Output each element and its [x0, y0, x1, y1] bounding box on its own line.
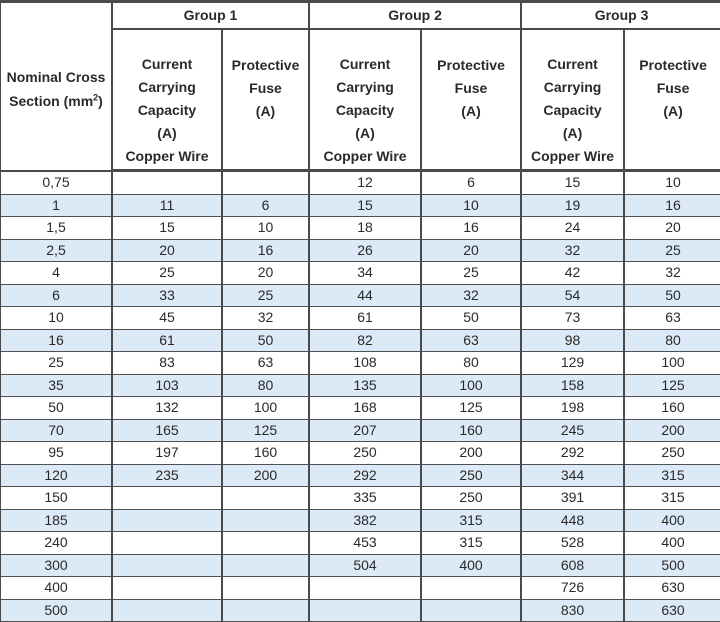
group-2-capacity-cell: 292 [309, 464, 421, 487]
group-1-capacity-cell: 20 [112, 239, 222, 262]
group-3-fuse-cell: 500 [624, 554, 720, 577]
cross-section-cell: 185 [0, 509, 112, 532]
cross-section-cell: 0,75 [0, 171, 112, 195]
group-1-fuse-cell: 160 [222, 442, 309, 465]
group-3-capacity-cell: 830 [521, 599, 624, 622]
group-2-capacity-header: Current Carrying Capacity (A) Copper Wire [309, 29, 421, 171]
table-row [0, 329, 720, 352]
group-2-fuse-cell [421, 599, 521, 622]
group-1-fuse-cell: 10 [222, 217, 309, 240]
table-row [0, 284, 720, 307]
group-3-fuse-cell: 630 [624, 577, 720, 600]
table-row [0, 217, 720, 240]
table-row [0, 442, 720, 465]
group-1-capacity-cell: 83 [112, 352, 222, 375]
group-3-capacity-cell: 198 [521, 397, 624, 420]
table-row [0, 239, 720, 262]
group-3-capacity-cell: 344 [521, 464, 624, 487]
cross-section-cell: 10 [0, 307, 112, 330]
group-2-fuse-cell: 100 [421, 374, 521, 397]
group-2-capacity-cell: 168 [309, 397, 421, 420]
group-3-fuse-cell: 32 [624, 262, 720, 285]
group-3-capacity-cell: 19 [521, 194, 624, 217]
group-2-capacity-cell: 453 [309, 532, 421, 555]
group-2-capacity-cell: 504 [309, 554, 421, 577]
table-row [0, 509, 720, 532]
group-3-fuse-cell: 100 [624, 352, 720, 375]
group-2-capacity-cell: 382 [309, 509, 421, 532]
group-1-capacity-cell [112, 509, 222, 532]
group-1-capacity-cell [112, 554, 222, 577]
cross-section-cell: 95 [0, 442, 112, 465]
group-2-fuse-cell: 315 [421, 509, 521, 532]
group-2-capacity-cell: 26 [309, 239, 421, 262]
group-1-fuse-cell: 200 [222, 464, 309, 487]
group-3-fuse-cell: 200 [624, 419, 720, 442]
group-2-fuse-cell: 200 [421, 442, 521, 465]
group-2-capacity-cell: 108 [309, 352, 421, 375]
table-row [0, 352, 720, 375]
group-1-capacity-cell [112, 577, 222, 600]
table-row [0, 307, 720, 330]
group-1-fuse-cell: 32 [222, 307, 309, 330]
group-3-capacity-cell: 54 [521, 284, 624, 307]
group-1-fuse-cell [222, 554, 309, 577]
cross-section-cell: 6 [0, 284, 112, 307]
group-3-fuse-cell: 50 [624, 284, 720, 307]
group-1-fuse-cell [222, 532, 309, 555]
group-3-capacity-header: Current Carrying Capacity (A) Copper Wire [521, 29, 624, 171]
table-row [0, 487, 720, 510]
group-3-fuse-cell: 16 [624, 194, 720, 217]
group-2-fuse-cell: 400 [421, 554, 521, 577]
nominal-cross-section-header [0, 1, 112, 171]
group-2-fuse-cell: 63 [421, 329, 521, 352]
group-1-capacity-cell [112, 532, 222, 555]
group-1-capacity-cell: 33 [112, 284, 222, 307]
table-row [0, 419, 720, 442]
cross-section-cell: 240 [0, 532, 112, 555]
group-3-fuse-cell: 250 [624, 442, 720, 465]
group-2-fuse-cell: 50 [421, 307, 521, 330]
group-1-fuse-cell: 100 [222, 397, 309, 420]
table-row [0, 464, 720, 487]
table-row [0, 194, 720, 217]
group-1-capacity-cell: 197 [112, 442, 222, 465]
group-3-fuse-cell: 630 [624, 599, 720, 622]
group-3-capacity-cell: 608 [521, 554, 624, 577]
superscript-2: 2 [93, 92, 99, 103]
group-1-capacity-cell: 45 [112, 307, 222, 330]
group-2-fuse-cell: 315 [421, 532, 521, 555]
table-row [0, 577, 720, 600]
group-3-fuse-cell: 315 [624, 487, 720, 510]
group-3-header: Group 3 [521, 1, 720, 29]
group-1-capacity-header: Current Carrying Capacity (A) Copper Wire [112, 29, 222, 171]
group-2-capacity-cell: 34 [309, 262, 421, 285]
group-3-capacity-cell: 158 [521, 374, 624, 397]
cross-section-cell: 16 [0, 329, 112, 352]
group-1-fuse-cell: 125 [222, 419, 309, 442]
group-1-fuse-cell [222, 171, 309, 195]
group-2-capacity-cell [309, 599, 421, 622]
group-3-fuse-cell: 20 [624, 217, 720, 240]
group-1-capacity-cell: 11 [112, 194, 222, 217]
group-1-fuse-cell [222, 599, 309, 622]
group-3-fuse-cell: 400 [624, 509, 720, 532]
group-1-fuse-cell: 16 [222, 239, 309, 262]
group-1-fuse-cell: 20 [222, 262, 309, 285]
group-1-capacity-cell: 235 [112, 464, 222, 487]
cross-section-cell: 1 [0, 194, 112, 217]
group-2-capacity-cell: 250 [309, 442, 421, 465]
group-2-fuse-cell: 25 [421, 262, 521, 285]
group-2-capacity-cell [309, 577, 421, 600]
group-2-fuse-cell: 250 [421, 487, 521, 510]
group-1-fuse-cell: 50 [222, 329, 309, 352]
group-1-capacity-cell: 103 [112, 374, 222, 397]
group-1-fuse-cell [222, 509, 309, 532]
group-1-capacity-cell: 15 [112, 217, 222, 240]
cross-section-cell: 70 [0, 419, 112, 442]
group-3-capacity-cell: 24 [521, 217, 624, 240]
nominal-header-line1: Nominal Cross [6, 69, 106, 86]
table-row [0, 554, 720, 577]
group-3-capacity-cell: 528 [521, 532, 624, 555]
group-2-fuse-cell: 125 [421, 397, 521, 420]
group-2-capacity-cell: 335 [309, 487, 421, 510]
group-3-fuse-cell: 160 [624, 397, 720, 420]
cross-section-cell: 150 [0, 487, 112, 510]
table-row [0, 532, 720, 555]
table-row [0, 374, 720, 397]
group-1-fuse-cell [222, 487, 309, 510]
group-1-capacity-cell: 25 [112, 262, 222, 285]
group-3-fuse-cell: 25 [624, 239, 720, 262]
group-3-capacity-cell: 292 [521, 442, 624, 465]
group-3-capacity-cell: 448 [521, 509, 624, 532]
group-3-capacity-cell: 245 [521, 419, 624, 442]
cross-section-cell: 35 [0, 374, 112, 397]
group-2-fuse-cell: 20 [421, 239, 521, 262]
group-2-fuse-header: Protective Fuse (A) [421, 29, 521, 171]
group-1-capacity-cell: 165 [112, 419, 222, 442]
group-1-capacity-cell: 61 [112, 329, 222, 352]
group-1-fuse-cell: 6 [222, 194, 309, 217]
group-1-capacity-cell [112, 599, 222, 622]
cross-section-cell: 120 [0, 464, 112, 487]
group-3-capacity-cell: 15 [521, 171, 624, 195]
group-1-header: Group 1 [112, 1, 309, 29]
group-2-capacity-cell: 12 [309, 171, 421, 195]
group-3-capacity-cell: 98 [521, 329, 624, 352]
cross-section-cell: 1,5 [0, 217, 112, 240]
group-2-capacity-cell: 15 [309, 194, 421, 217]
group-2-capacity-cell: 18 [309, 217, 421, 240]
table-row [0, 599, 720, 622]
cross-section-cell: 400 [0, 577, 112, 600]
group-1-capacity-cell [112, 171, 222, 195]
group-3-capacity-cell: 73 [521, 307, 624, 330]
group-1-fuse-cell [222, 577, 309, 600]
group-2-capacity-cell: 61 [309, 307, 421, 330]
group-1-fuse-cell: 63 [222, 352, 309, 375]
group-header-row [0, 1, 720, 29]
group-2-capacity-cell: 82 [309, 329, 421, 352]
group-3-fuse-header: Protective Fuse (A) [624, 29, 720, 171]
group-3-capacity-cell: 129 [521, 352, 624, 375]
group-2-fuse-cell: 32 [421, 284, 521, 307]
group-2-fuse-cell: 80 [421, 352, 521, 375]
group-1-fuse-cell: 25 [222, 284, 309, 307]
table-row [0, 171, 720, 195]
group-3-capacity-cell: 391 [521, 487, 624, 510]
group-3-fuse-cell: 315 [624, 464, 720, 487]
table-row [0, 397, 720, 420]
cross-section-cell: 2,5 [0, 239, 112, 262]
group-2-fuse-cell: 10 [421, 194, 521, 217]
group-2-fuse-cell: 6 [421, 171, 521, 195]
group-3-fuse-cell: 400 [624, 532, 720, 555]
table-body [0, 171, 720, 622]
group-3-fuse-cell: 80 [624, 329, 720, 352]
group-3-fuse-cell: 125 [624, 374, 720, 397]
table-row [0, 262, 720, 285]
group-2-capacity-cell: 207 [309, 419, 421, 442]
cross-section-cell: 300 [0, 554, 112, 577]
group-2-fuse-cell: 250 [421, 464, 521, 487]
group-1-fuse-cell: 80 [222, 374, 309, 397]
group-3-capacity-cell: 726 [521, 577, 624, 600]
group-2-fuse-cell [421, 577, 521, 600]
cross-section-cell: 500 [0, 599, 112, 622]
group-2-header: Group 2 [309, 1, 521, 29]
group-3-capacity-cell: 32 [521, 239, 624, 262]
group-2-capacity-cell: 44 [309, 284, 421, 307]
group-3-fuse-cell: 10 [624, 171, 720, 195]
group-1-fuse-header: Protective Fuse (A) [222, 29, 309, 171]
cross-section-cell: 4 [0, 262, 112, 285]
group-1-capacity-cell [112, 487, 222, 510]
group-2-capacity-cell: 135 [309, 374, 421, 397]
group-3-fuse-cell: 63 [624, 307, 720, 330]
cross-section-cell: 25 [0, 352, 112, 375]
group-2-fuse-cell: 16 [421, 217, 521, 240]
nominal-header-close: ) [98, 93, 103, 110]
group-2-fuse-cell: 160 [421, 419, 521, 442]
cross-section-cell: 50 [0, 397, 112, 420]
group-3-capacity-cell: 42 [521, 262, 624, 285]
group-1-capacity-cell: 132 [112, 397, 222, 420]
nominal-header-line2: Section (mm [9, 93, 94, 110]
